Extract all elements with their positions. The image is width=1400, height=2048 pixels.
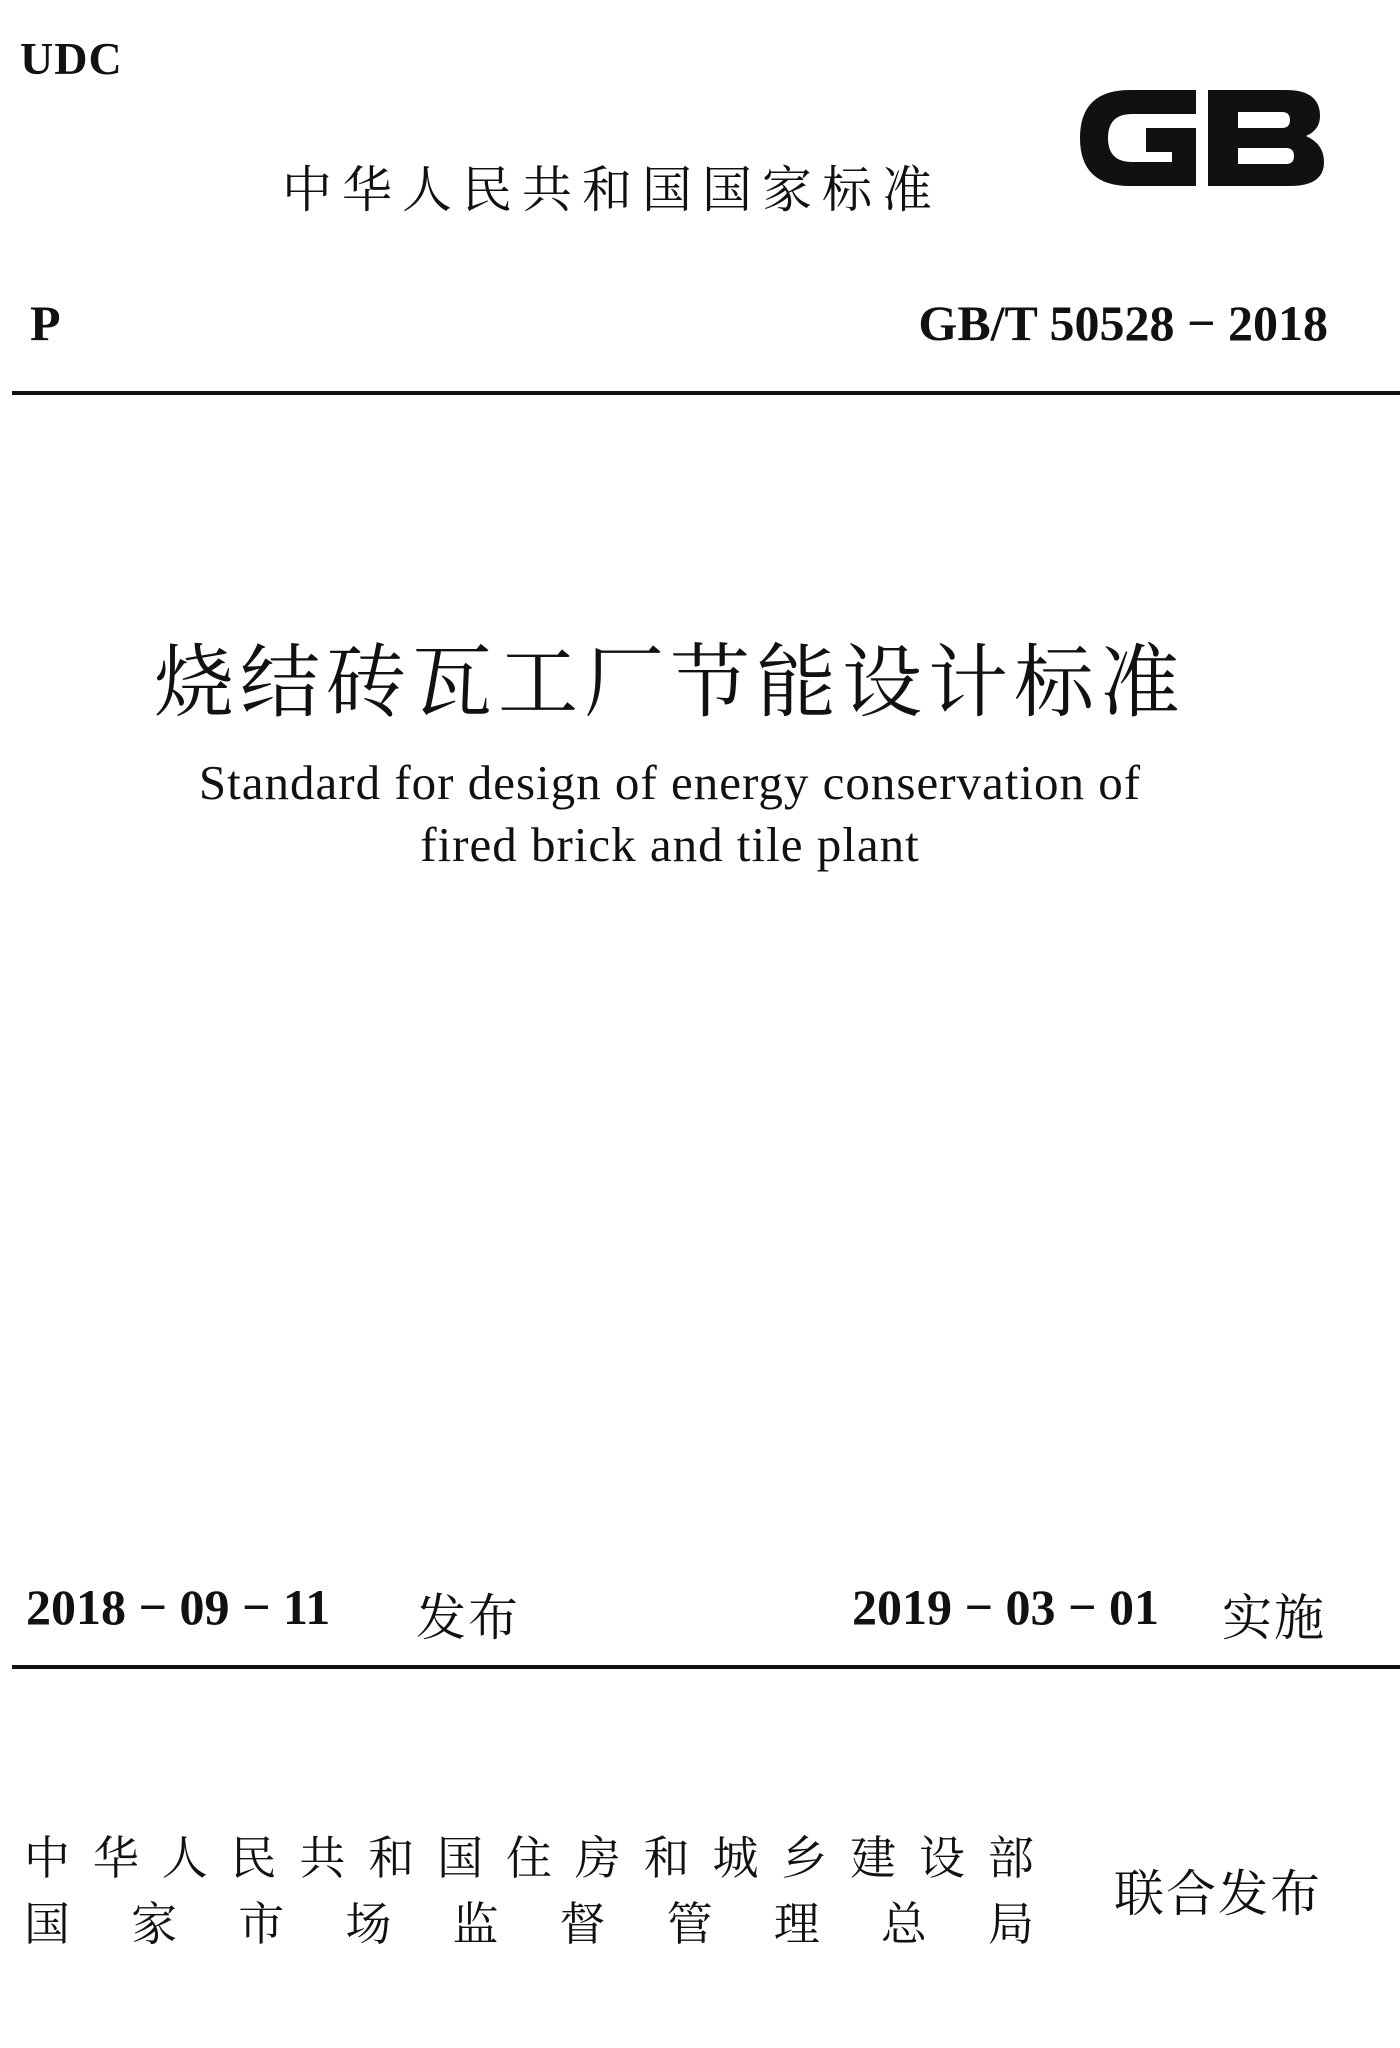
issuer-char: 共 (299, 1831, 346, 1885)
gb-logo-icon (1068, 68, 1332, 208)
bottom-divider (12, 1665, 1400, 1669)
national-standard-heading: 中华人民共和国国家标准 (282, 161, 942, 219)
issuer-char: 房 (574, 1831, 621, 1885)
issuer-char: 设 (918, 1831, 965, 1885)
english-title-line1: Standard for design of energy conservation of (198, 755, 1142, 810)
issuer-char: 和 (368, 1831, 415, 1885)
chinese-title: 烧结砖瓦工厂节能设计标准 (154, 640, 1186, 728)
standard-number: GB/T 50528 − 2018 (918, 295, 1328, 351)
udc-label: UDC (20, 33, 123, 84)
issuer-char: 人 (161, 1831, 208, 1885)
issuer-char: 建 (850, 1831, 897, 1885)
issuer-char: 华 (92, 1831, 139, 1885)
english-title (0, 752, 1340, 876)
issuer-char: 国 (24, 1897, 70, 1951)
issuer-char: 理 (773, 1897, 820, 1951)
issuer-char: 督 (559, 1897, 606, 1951)
issuer-char: 和 (643, 1831, 690, 1885)
joint-issue-label: 联合发布 (1114, 1865, 1322, 1923)
issue-label: 发布 (416, 1589, 520, 1647)
issuer-char: 管 (666, 1897, 713, 1951)
issuer-char: 家 (131, 1897, 178, 1951)
issuer-line-2 (24, 1888, 1034, 1951)
issuer-char: 总 (880, 1897, 927, 1951)
issuer-char: 国 (437, 1831, 484, 1885)
implementation-date: 2019 − 03 − 01 (852, 1579, 1159, 1635)
issuer-char: 场 (345, 1897, 392, 1951)
issuer-char: 乡 (781, 1831, 828, 1885)
gb-logo-text: GB (1068, 68, 1070, 69)
issuer-char: 住 (505, 1831, 552, 1885)
issue-date: 2018 − 09 − 11 (26, 1579, 331, 1635)
implementation-label: 实施 (1222, 1589, 1326, 1647)
top-divider (12, 391, 1400, 395)
issuer-char: 监 (452, 1897, 499, 1951)
issuer-char: 民 (230, 1831, 277, 1885)
english-title-line2: fired brick and tile plant (420, 817, 920, 872)
issuer-char: 中 (24, 1831, 70, 1885)
classification-code: P (30, 295, 61, 351)
issuer-char: 城 (712, 1831, 759, 1885)
issuer-char: 部 (987, 1831, 1034, 1885)
issuer-char: 市 (238, 1897, 285, 1951)
issuer-char: 局 (987, 1897, 1034, 1951)
issuer-line-1 (24, 1822, 1034, 1885)
